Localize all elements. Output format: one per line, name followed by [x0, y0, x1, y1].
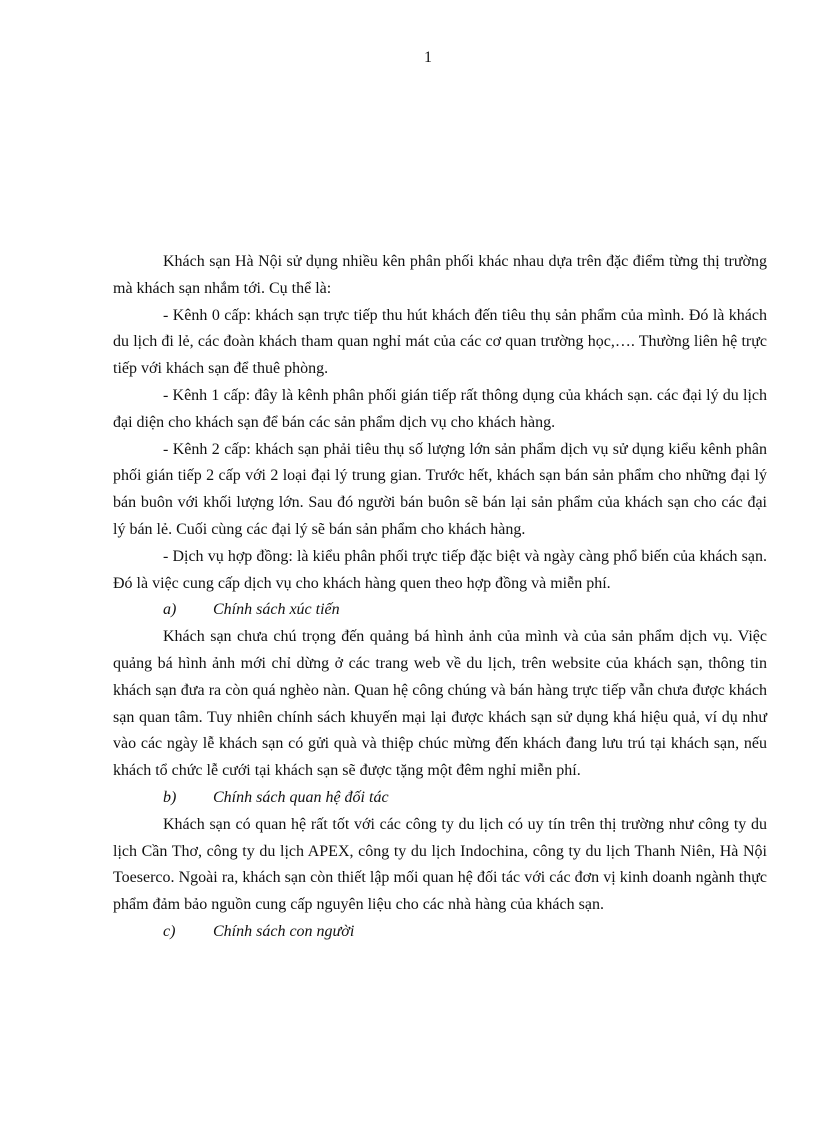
- paragraph-contract-service: - Dịch vụ hợp đồng: là kiểu phân phối trực tiếp đặc biệt và ngày càng phổ biến của khách sạn. Đó là việc cung cấp dịch vụ cho khách hàng quen theo hợp đồng và miễn phí.: [113, 547, 767, 592]
- paragraph-partners: Khách sạn có quan hệ rất tốt với các công ty du lịch có uy tín trên thị trường như công ty du lịch Cần Thơ, công ty du lịch APEX, công ty du lịch Indochina, công ty du lịch Thanh Niên, Hà Nội Toeserco. Ngoài ra, khách sạn còn thiết lập mối quan hệ đối tác với các đơn vị kinh doanh ngành thực phẩm đảm bảo nguồn cung cấp nguyên liệu cho các nhà hàng của khách sạn.: [113, 815, 767, 914]
- paragraph-channel-0: - Kênh 0 cấp: khách sạn trực tiếp thu hút khách đến tiêu thụ sản phẩm của mình. Đó là khách du lịch đi lẻ, các đoàn khách tham quan nghỉ mát của các cơ quan trường học,…. Thường liên hệ trực tiếp với khách sạn để thuê phòng.: [113, 306, 767, 378]
- section-title-people: Chính sách con người: [213, 922, 355, 940]
- page-number: 1: [424, 49, 432, 66]
- paragraph-intro: Khách sạn Hà Nội sử dụng nhiều kên phân phối khác nhau dựa trên đặc điểm từng thị trường mà khách sạn nhắm tới. Cụ thể là:: [113, 253, 767, 297]
- section-title-partners: Chính sách quan hệ đối tác: [213, 788, 389, 806]
- section-label-c: c): [163, 922, 176, 940]
- document-body: [113, 249, 767, 946]
- paragraph-promotion: Khách sạn chưa chú trọng đến quảng bá hình ảnh của mình và của sản phẩm dịch vụ. Việc quảng bá hình ảnh mới chỉ dừng ở các trang web về du lịch, trên website của khách sạn, thông tin khách sạn đưa ra còn quá nghèo nàn. Quan hệ công chúng và bán hàng trực tiếp vẫn chưa được khách sạn quan tâm. Tuy nhiên chính sách khuyến mại lại được khách sạn sử dụng khá hiệu quả, ví dụ như vào các ngày lễ khách sạn có gửi quà và thiệp chúc mừng đến khách đang lưu trú tại khách sạn, nếu khách tổ chức lễ cưới tại khách sạn sẽ được tặng một đêm nghỉ miễn phí.: [113, 628, 767, 780]
- section-title-promotion: Chính sách xúc tiến: [213, 601, 340, 619]
- section-heading-people: [113, 919, 767, 946]
- paragraph-channel-2: - Kênh 2 cấp: khách sạn phải tiêu thụ số lượng lớn sản phẩm dịch vụ sử dụng kiểu kênh phân phối gián tiếp 2 cấp với 2 loại đại lý trung gian. Trước hết, khách sạn bán sản phẩm cho những đại lý bán buôn với khối lượng lớn. Sau đó người bán buôn sẽ bán lại sản phẩm của khách sạn cho các đại lý bán lẻ. Cuối cùng các đại lý sẽ bán sản phẩm cho khách hàng.: [113, 440, 767, 538]
- paragraph-channel-1: - Kênh 1 cấp: đây là kênh phân phối gián tiếp rất thông dụng của khách sạn. các đại lý du lịch đại diện cho khách sạn để bán các sản phẩm dịch vụ cho khách hàng.: [113, 386, 767, 431]
- section-label-b: b): [163, 788, 177, 806]
- section-heading-promotion: [113, 597, 767, 624]
- section-heading-partners: [113, 785, 767, 812]
- section-label-a: a): [163, 601, 177, 619]
